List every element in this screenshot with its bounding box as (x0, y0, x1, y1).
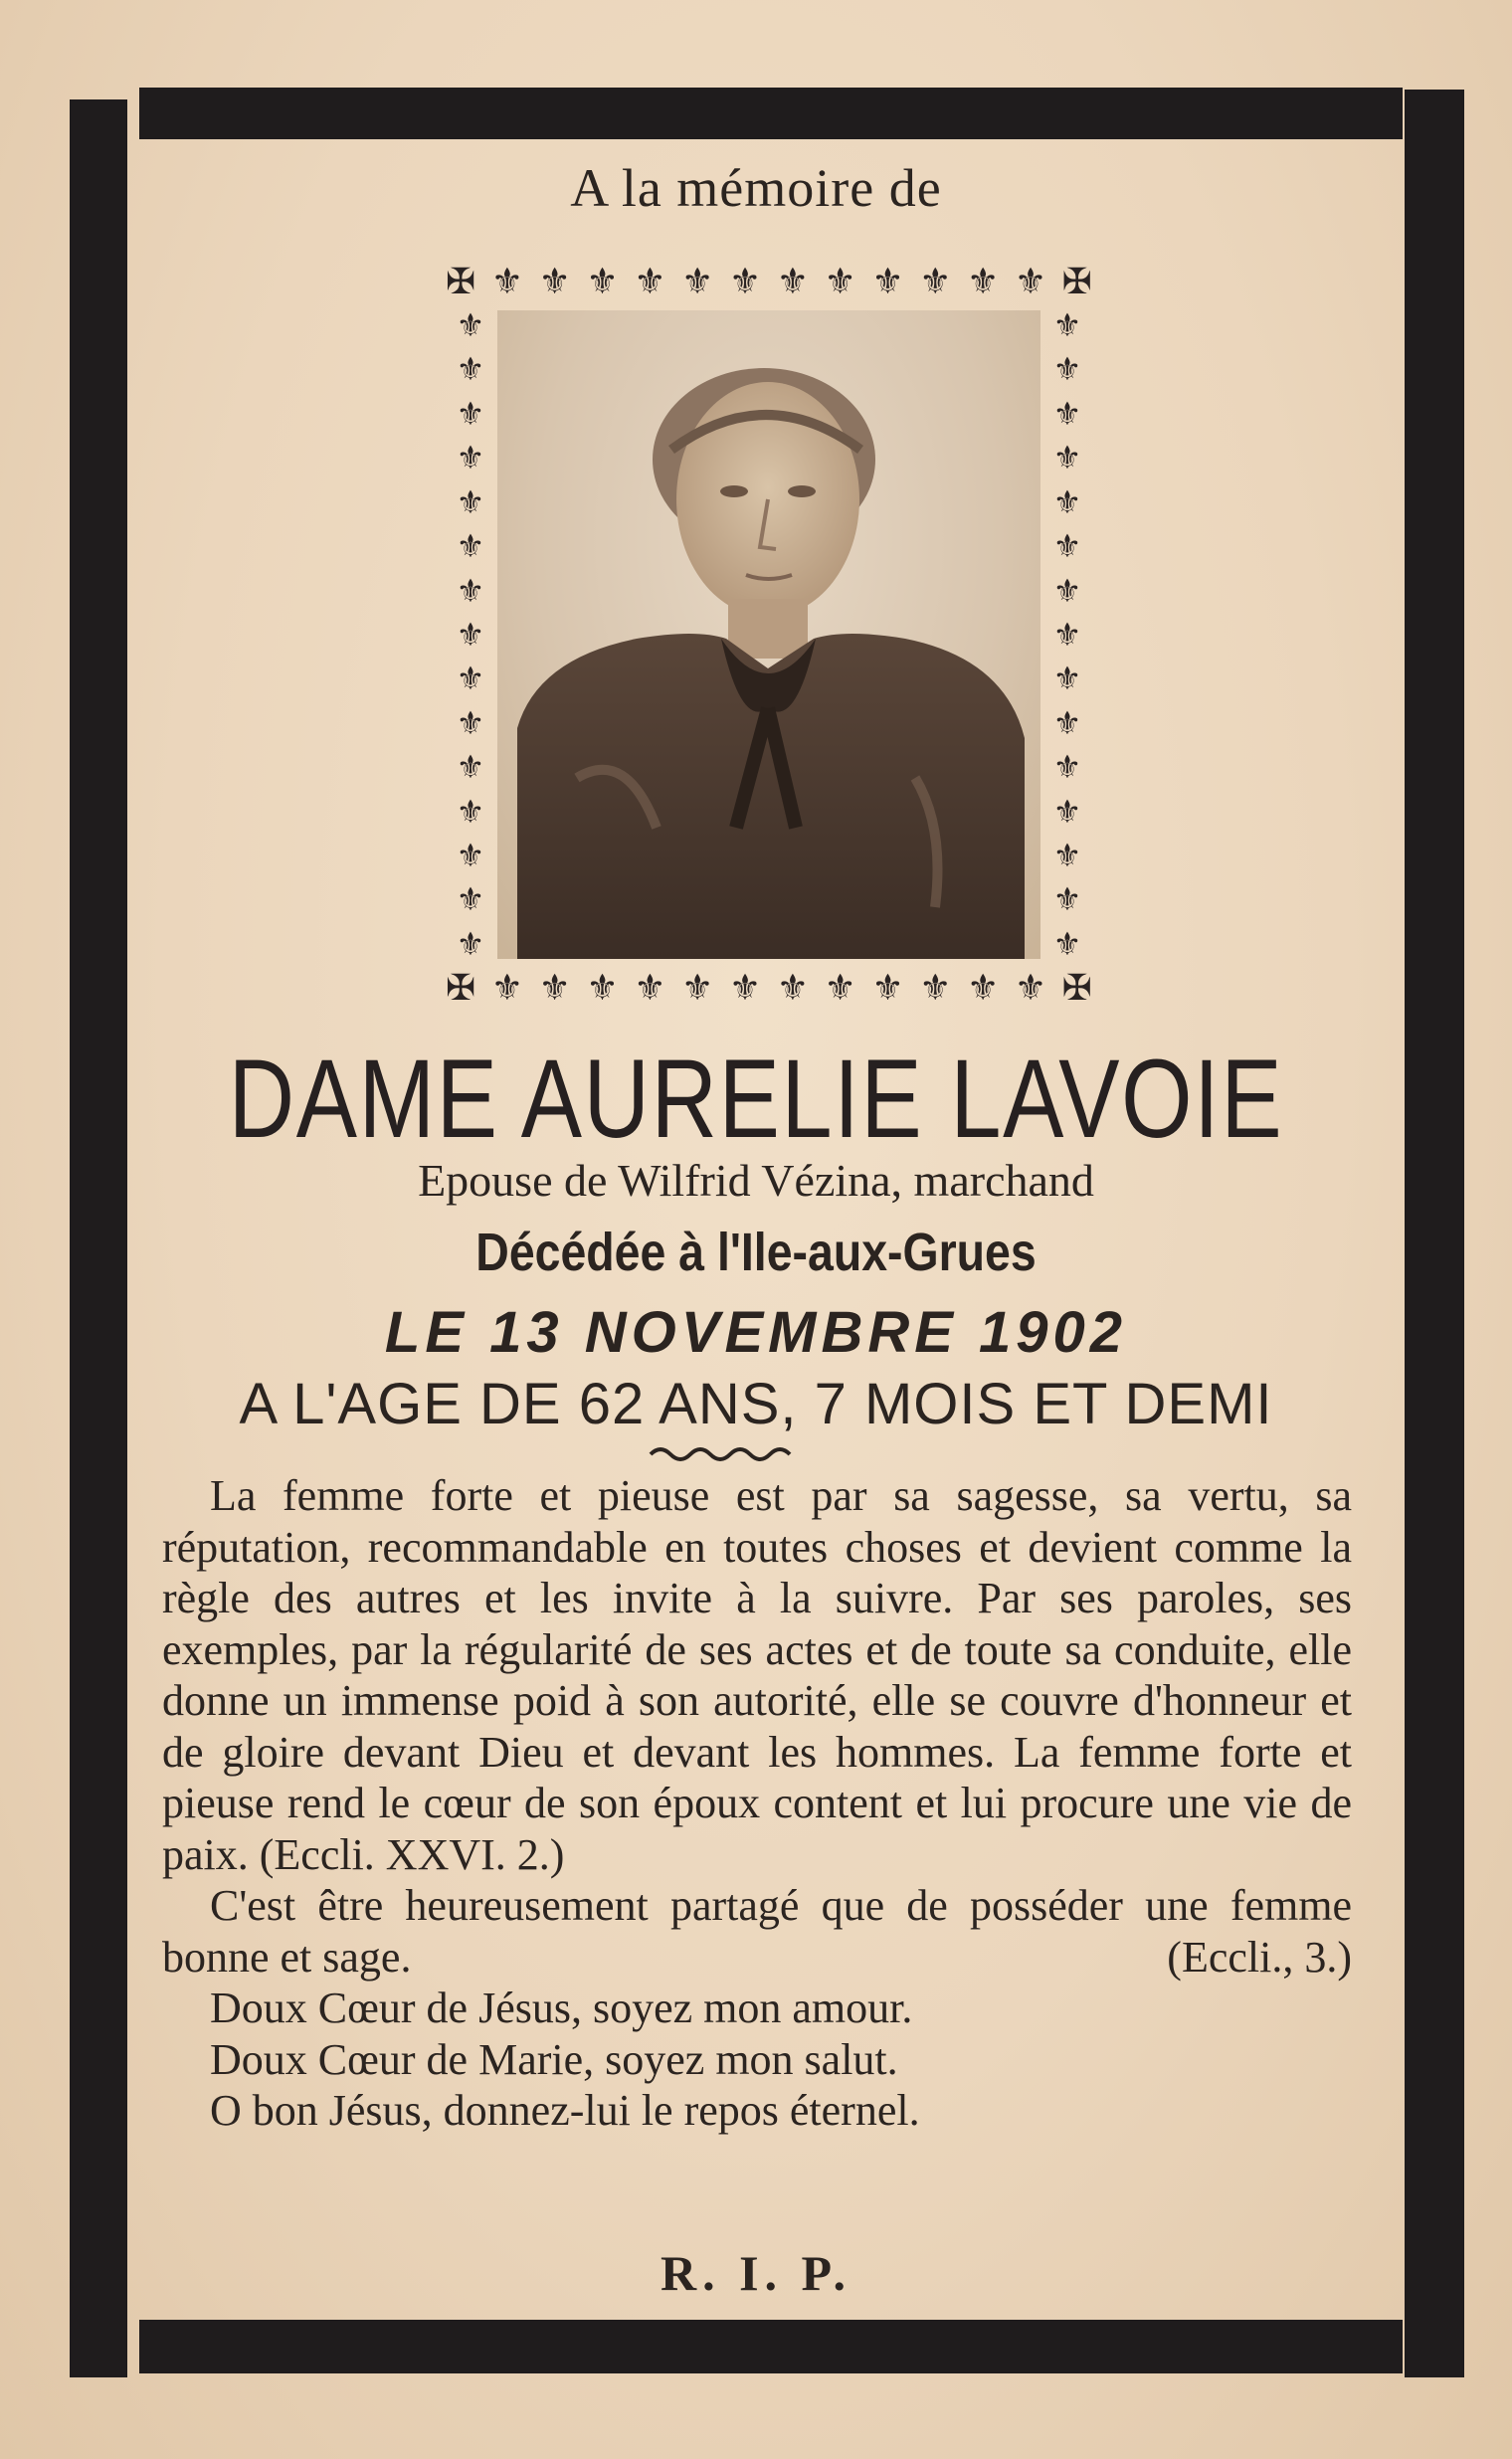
second-passage-text: C'est être heureusement partagé que de posséder une femme bonne et sage. (162, 1881, 1352, 1982)
scripture-passage: La femme forte et pieuse est par sa sagesse, sa vertu, sa réputation, recommandable en toutes choses et devient comme la règle des autres et les invite à la suivre. Par ses paroles, ses exemples, par la régularité de ses actes et de toute sa conduite, elle donne un immense poid à son autorité, elle se couvre d'honneur et de gloire devant Dieu et devant les hommes. La femme forte et pieuse rend le cœur de son époux content et lui procure une vie de paix. (Eccli. XXVI. 2.) (162, 1471, 1352, 1879)
deceased-name: DAME AURELIE LAVOIE (228, 1037, 1284, 1161)
age-at-death: A L'AGE DE 62 ANS, 7 MOIS ET DEMI (239, 1372, 1273, 1436)
mourning-border-top (139, 88, 1403, 139)
mourning-border-right (1405, 90, 1464, 2377)
prayer-line: O bon Jésus, donnez-lui le repos éternel. (210, 2086, 920, 2135)
portrait-illustration (497, 310, 1040, 959)
ornament-border-left: ⚜ ⚜ ⚜ ⚜ ⚜ ⚜ ⚜ ⚜ ⚜ ⚜ ⚜ ⚜ ⚜ ⚜ ⚜ (456, 307, 485, 962)
ornament-border-right: ⚜ ⚜ ⚜ ⚜ ⚜ ⚜ ⚜ ⚜ ⚜ ⚜ ⚜ ⚜ ⚜ ⚜ ⚜ (1052, 307, 1082, 962)
ornament-border-top: ✠ ⚜ ⚜ ⚜ ⚜ ⚜ ⚜ ⚜ ⚜ ⚜ ⚜ ⚜ ⚜ ✠ (446, 262, 1092, 301)
prayer-line: Doux Cœur de Marie, soyez mon salut. (210, 2034, 898, 2084)
memorial-text (162, 1470, 1352, 2137)
mourning-border-bottom (139, 2320, 1403, 2373)
rip-closing: R. I. P. (660, 2245, 852, 2301)
spouse-line: Epouse de Wilfrid Vézina, marchand (418, 1155, 1094, 1206)
second-passage-ref: (Eccli., 3.) (1167, 1932, 1352, 1982)
ornament-border-bottom: ✠ ⚜ ⚜ ⚜ ⚜ ⚜ ⚜ ⚜ ⚜ ⚜ ⚜ ⚜ ⚜ ✠ (446, 968, 1092, 1008)
death-place: Décédée à l'Ile-aux-Grues (475, 1223, 1037, 1282)
prayer-line: Doux Cœur de Jésus, soyez mon amour. (210, 1984, 913, 2032)
portrait-photo (497, 310, 1040, 959)
portrait-frame (446, 261, 1092, 1009)
death-date: LE 13 NOVEMBRE 1902 (384, 1300, 1128, 1365)
second-passage (162, 1880, 1352, 1983)
squiggle-ornament (647, 1440, 796, 1464)
memorial-heading: A la mémoire de (570, 158, 942, 218)
